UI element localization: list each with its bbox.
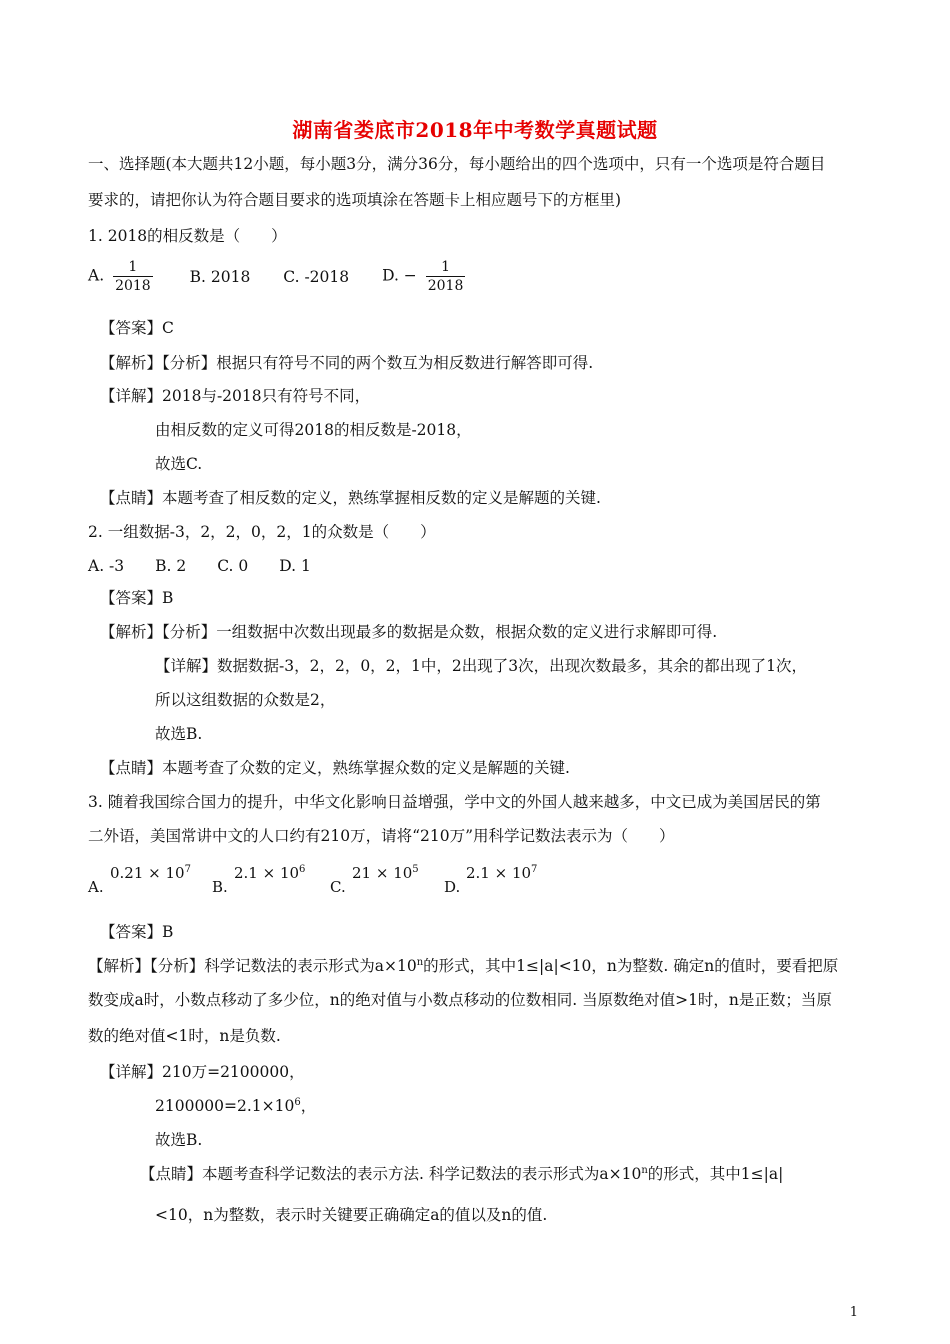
text-run: 2100000=2.1×10	[155, 1097, 295, 1115]
q3-option-c-expr	[352, 864, 419, 882]
q1-option-a-fraction	[113, 258, 153, 295]
q3-comment-line-1	[140, 1164, 783, 1184]
q2-detail-2: 所以这组数据的众数是2，	[155, 691, 336, 709]
q2-analysis: 【解析】【分析】一组数据中次数出现最多的数据是众数，根据众数的定义进行求解即可得.	[100, 623, 718, 641]
q3-detail-1: 【详解】210万=2100000，	[100, 1063, 305, 1081]
q3-answer: 【答案】B	[100, 923, 174, 941]
page-number: 1	[849, 1305, 858, 1320]
q2-stem: 2. 一组数据-3，2，2，0，2，1的众数是（ ）	[88, 523, 436, 541]
text-run: 【点睛】本题考查科学记数法的表示方法. 科学记数法的表示形式为a×10	[140, 1165, 642, 1183]
page-title: 湖南省娄底市2018年中考数学真题试题	[292, 118, 658, 142]
fraction-numerator: 1	[441, 259, 451, 275]
q2-comment: 【点睛】本题考查了众数的定义，熟练掌握众数的定义是解题的关键.	[100, 759, 570, 777]
q3-option-a-label: A.	[88, 878, 104, 896]
q1-option-d-label: D. −	[382, 266, 417, 285]
expr-base: 21 × 10	[352, 864, 413, 882]
q3-option-d-expr	[466, 864, 537, 882]
superscript: n	[641, 1164, 648, 1176]
q1-answer: 【答案】C	[100, 319, 174, 337]
q2-options: A. -3 B. 2 C. 0 D. 1	[88, 557, 311, 575]
expr-exponent: 7	[184, 864, 191, 875]
expr-exponent: 5	[412, 864, 419, 875]
text-run: 的形式，其中1≤|a|<10，n为整数. 确定n的值时，要看把原	[423, 957, 839, 975]
section-intro-line-1: 一、选择题(本大题共12小题，每小题3分，满分36分，每小题给出的四个选项中，只有一个选项是符合题目	[88, 155, 826, 173]
q3-detail-2	[155, 1096, 316, 1116]
q3-option-b-expr	[234, 864, 305, 882]
section-intro-line-2: 要求的，请把你认为符合题目要求的选项填涂在答题卡上相应题号下的方框里)	[88, 191, 622, 209]
superscript: 6	[294, 1096, 301, 1108]
q3-option-b-label: B.	[212, 878, 228, 896]
fraction-numerator: 1	[128, 259, 138, 275]
q1-detail-3: 故选C.	[155, 455, 203, 473]
q1-comment: 【点睛】本题考查了相反数的定义，熟练掌握相反数的定义是解题的关键.	[100, 489, 601, 507]
q3-option-c-label: C.	[330, 878, 346, 896]
fraction-denominator: 2018	[427, 278, 464, 294]
fraction-denominator: 2018	[115, 278, 151, 294]
q3-comment-line-2: <10，n为整数，表示时关键要正确确定a的值以及n的值.	[155, 1206, 548, 1224]
q1-options	[88, 258, 497, 295]
q2-detail-1: 【详解】数据数据-3，2，2，0，2，1中，2出现了3次，出现次数最多，其余的都出现了1次，	[155, 657, 807, 675]
q1-option-c: C. -2018	[283, 267, 350, 286]
q1-option-d	[382, 258, 469, 295]
expr-base: 2.1 × 10	[234, 864, 300, 882]
text-run: ，	[300, 1097, 317, 1115]
expr-exponent: 6	[299, 864, 306, 875]
q3-option-d-label: D.	[444, 878, 461, 896]
expr-exponent: 7	[531, 864, 538, 875]
expr-base: 0.21 × 10	[110, 864, 185, 882]
text-run: 【解析】【分析】科学记数法的表示形式为a×10	[88, 957, 417, 975]
q1-detail-1: 【详解】2018与-2018只有符号不同，	[100, 387, 371, 405]
text-run: 的形式，其中1≤|a|	[647, 1165, 784, 1183]
q3-stem-line-1: 3. 随着我国综合国力的提升，中华文化影响日益增强，学中文的外国人越来越多，中文已成为美国居民的第	[88, 793, 821, 811]
q3-analysis-line-3: 数的绝对值<1时，n是负数.	[88, 1027, 281, 1045]
q1-option-b: B. 2018	[189, 267, 251, 286]
q1-stem: 1. 2018的相反数是（ ）	[88, 227, 287, 245]
expr-base: 2.1 × 10	[466, 864, 532, 882]
q3-stem-line-2: 二外语，美国常讲中文的人口约有210万，请将“210万”用科学记数法表示为（ ）	[88, 827, 675, 845]
q3-detail-3: 故选B.	[155, 1131, 203, 1149]
q1-option-d-fraction	[426, 258, 466, 295]
q1-detail-2: 由相反数的定义可得2018的相反数是-2018，	[155, 421, 472, 439]
q3-analysis-line-2: 数变成a时，小数点移动了多少位，n的绝对值与小数点移动的位数相同. 当原数绝对值>1时，n是正数；当原	[88, 991, 832, 1009]
q2-detail-3: 故选B.	[155, 725, 203, 743]
q1-option-a-label: A.	[88, 266, 105, 285]
q3-option-a-expr	[110, 864, 191, 882]
q3-analysis-line-1	[88, 956, 838, 976]
q1-analysis: 【解析】【分析】根据只有符号不同的两个数互为相反数进行解答即可得.	[100, 354, 594, 372]
q1-option-a	[88, 258, 157, 295]
superscript: n	[416, 956, 424, 968]
q2-answer: 【答案】B	[100, 589, 174, 607]
